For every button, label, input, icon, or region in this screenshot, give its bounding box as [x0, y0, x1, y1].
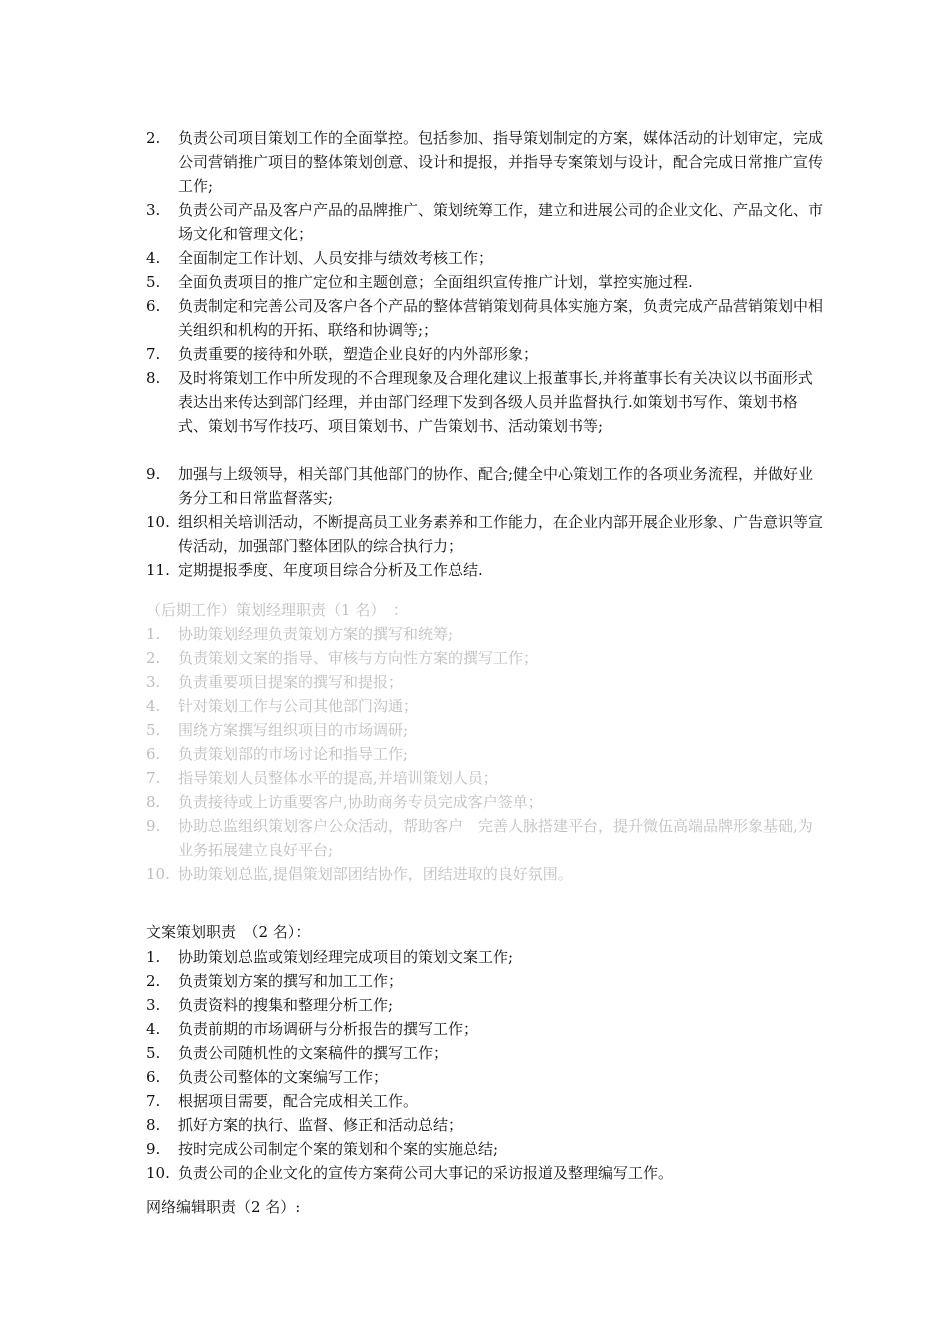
item-number: 10. — [146, 513, 170, 531]
item-text: 根据项目需要，配合完成相关工作。 — [178, 1092, 419, 1110]
section2-heading: （后期工作）策划经理职责（1 名） ： — [146, 601, 408, 619]
item-text: 负责公司的企业文化的宣传方案荷公司大事记的采访报道及整理编写工作。 — [178, 1164, 674, 1182]
item-text: 加强与上级领导，相关部门其他部门的协作、配合;健全中心策划工作的各项业务流程，并做好业务分工和日常监督落实; — [178, 465, 814, 507]
item-text: 指导策划人员整体水平的提高,并培训策划人员； — [178, 769, 498, 787]
list-item — [146, 790, 826, 814]
item-number: 2. — [146, 972, 161, 990]
item-text: 组织相关培训活动，不断提高员工业务素养和工作能力，在企业内部开展企业形象、广告意识等宣传活动，加强部门整体团队的综合执行力； — [178, 513, 824, 555]
item-number: 8. — [146, 369, 161, 387]
item-number: 3. — [146, 201, 161, 219]
item-number: 9. — [146, 817, 161, 835]
item-number: 4. — [146, 249, 161, 267]
item-text: 全面制定工作计划、人员安排与绩效考核工作； — [178, 249, 494, 267]
item-text: 及时将策划工作中所发现的不合理现象及合理化建议上报董事长,并将董事长有关决议以书面形式表达出来传达到部门经理，并由部门经理下发到各级人员并监督执行.如策划书写作、策划书格式、策划书写作技巧、项目策划书、广告策划书、活动策划书等; — [178, 369, 813, 435]
item-text: 负责策划部的市场讨论和指导工作; — [178, 745, 409, 763]
list-item — [146, 766, 826, 790]
list-item — [146, 1161, 826, 1185]
list-item — [146, 622, 826, 646]
item-text: 负责重要项目提案的撰写和提报； — [178, 673, 404, 691]
list-item — [146, 862, 826, 886]
item-text: 负责公司项目策划工作的全面掌控。包括参加、指导策划制定的方案，媒体活动的计划审定，完成公司营销推广项目的整体策划创意、设计和提报，并指导专案策划与设计，配合完成日常推广宣传工作; — [178, 129, 824, 195]
list-item — [146, 945, 826, 969]
section2-list — [146, 622, 826, 886]
list-item — [146, 1113, 826, 1137]
item-text: 负责资料的搜集和整理分析工作; — [178, 996, 394, 1014]
list-item — [146, 270, 826, 294]
item-number: 1. — [146, 625, 161, 643]
item-text: 针对策划工作与公司其他部门沟通； — [178, 697, 419, 715]
item-text: 协助策划总监,提倡策划部团结协作，团结进取的良好氛围。 — [178, 865, 573, 883]
item-text: 负责公司随机性的文案稿件的撰写工作； — [178, 1044, 449, 1062]
item-number: 2. — [146, 129, 161, 147]
item-number: 7. — [146, 769, 161, 787]
section3-list — [146, 945, 826, 1185]
list-item — [146, 558, 826, 582]
list-item — [146, 694, 826, 718]
item-number: 7. — [146, 1092, 161, 1110]
list-item — [146, 366, 826, 438]
item-text: 定期提报季度、年度项目综合分析及工作总结. — [178, 561, 483, 579]
item-number: 5. — [146, 1044, 161, 1062]
item-text: 按时完成公司制定个案的策划和个案的实施总结; — [178, 1140, 499, 1158]
list-item — [146, 1065, 826, 1089]
item-number: 9. — [146, 1140, 161, 1158]
item-text: 抓好方案的执行、监督、修正和活动总结； — [178, 1116, 464, 1134]
list-item — [146, 198, 826, 246]
item-number: 10. — [146, 1164, 170, 1182]
item-number: 10. — [146, 865, 170, 883]
item-number: 8. — [146, 1116, 161, 1134]
item-text: 负责重要的接待和外联，塑造企业良好的内外部形象； — [178, 345, 539, 363]
item-number: 11. — [146, 561, 170, 579]
item-text: 协助总监组织策划客户公众活动，帮助客户 完善人脉搭建平台，提升微伍高端品牌形象基础,为业务拓展建立良好平台; — [178, 817, 813, 859]
list-item — [146, 670, 826, 694]
item-number: 4. — [146, 1020, 161, 1038]
item-text: 协助策划总监或策划经理完成项目的策划文案工作; — [178, 948, 514, 966]
item-number: 6. — [146, 1068, 161, 1086]
item-number: 9. — [146, 465, 161, 483]
list-item — [146, 646, 826, 670]
section4-heading: 网络编辑职责（2 名）: — [146, 1198, 301, 1216]
item-number: 8. — [146, 793, 161, 811]
item-text: 协助策划经理负责策划方案的撰写和统筹; — [178, 625, 454, 643]
list-item — [146, 126, 826, 198]
item-text: 全面负责项目的推广定位和主题创意；全面组织宣传推广计划，掌控实施过程. — [178, 273, 693, 291]
list-item — [146, 1137, 826, 1161]
item-number: 5. — [146, 273, 161, 291]
item-number: 4. — [146, 697, 161, 715]
list-item — [146, 1041, 826, 1065]
item-text: 负责公司整体的文案编写工作； — [178, 1068, 389, 1086]
list-item — [146, 462, 826, 510]
list-item — [146, 993, 826, 1017]
list-item — [146, 342, 826, 366]
list-item — [146, 718, 826, 742]
list-item — [146, 742, 826, 766]
item-number: 6. — [146, 745, 161, 763]
item-text: 负责前期的市场调研与分析报告的撰写工作； — [178, 1020, 479, 1038]
list-item — [146, 510, 826, 558]
item-number: 1. — [146, 948, 161, 966]
item-number: 3. — [146, 673, 161, 691]
item-number: 6. — [146, 297, 161, 315]
list-item — [146, 294, 826, 342]
list-item — [146, 1089, 826, 1113]
list-item — [146, 814, 826, 862]
item-number: 2. — [146, 649, 161, 667]
item-number: 7. — [146, 345, 161, 363]
item-text: 负责接待或上访重要客户,协助商务专员完成客户签单； — [178, 793, 543, 811]
section1-list — [146, 126, 826, 582]
list-item — [146, 1017, 826, 1041]
item-text: 负责公司产品及客户产品的品牌推广、策划统筹工作，建立和进展公司的企业文化、产品文化、市场文化和管理文化； — [178, 201, 824, 243]
section3-heading: 文案策划职责 （2 名）： — [146, 923, 311, 941]
item-text: 负责策划文案的指导、审核与方向性方案的撰写工作； — [178, 649, 539, 667]
item-text: 负责策划方案的撰写和加工工作； — [178, 972, 404, 990]
list-item — [146, 969, 826, 993]
item-number: 5. — [146, 721, 161, 739]
list-item — [146, 246, 826, 270]
item-text: 负责制定和完善公司及客户各个产品的整体营销策划荷具体实施方案，负责完成产品营销策划中相关组织和机构的开拓、联络和协调等;； — [178, 297, 824, 339]
item-number: 3. — [146, 996, 161, 1014]
item-text: 围绕方案撰写组织项目的市场调研; — [178, 721, 409, 739]
